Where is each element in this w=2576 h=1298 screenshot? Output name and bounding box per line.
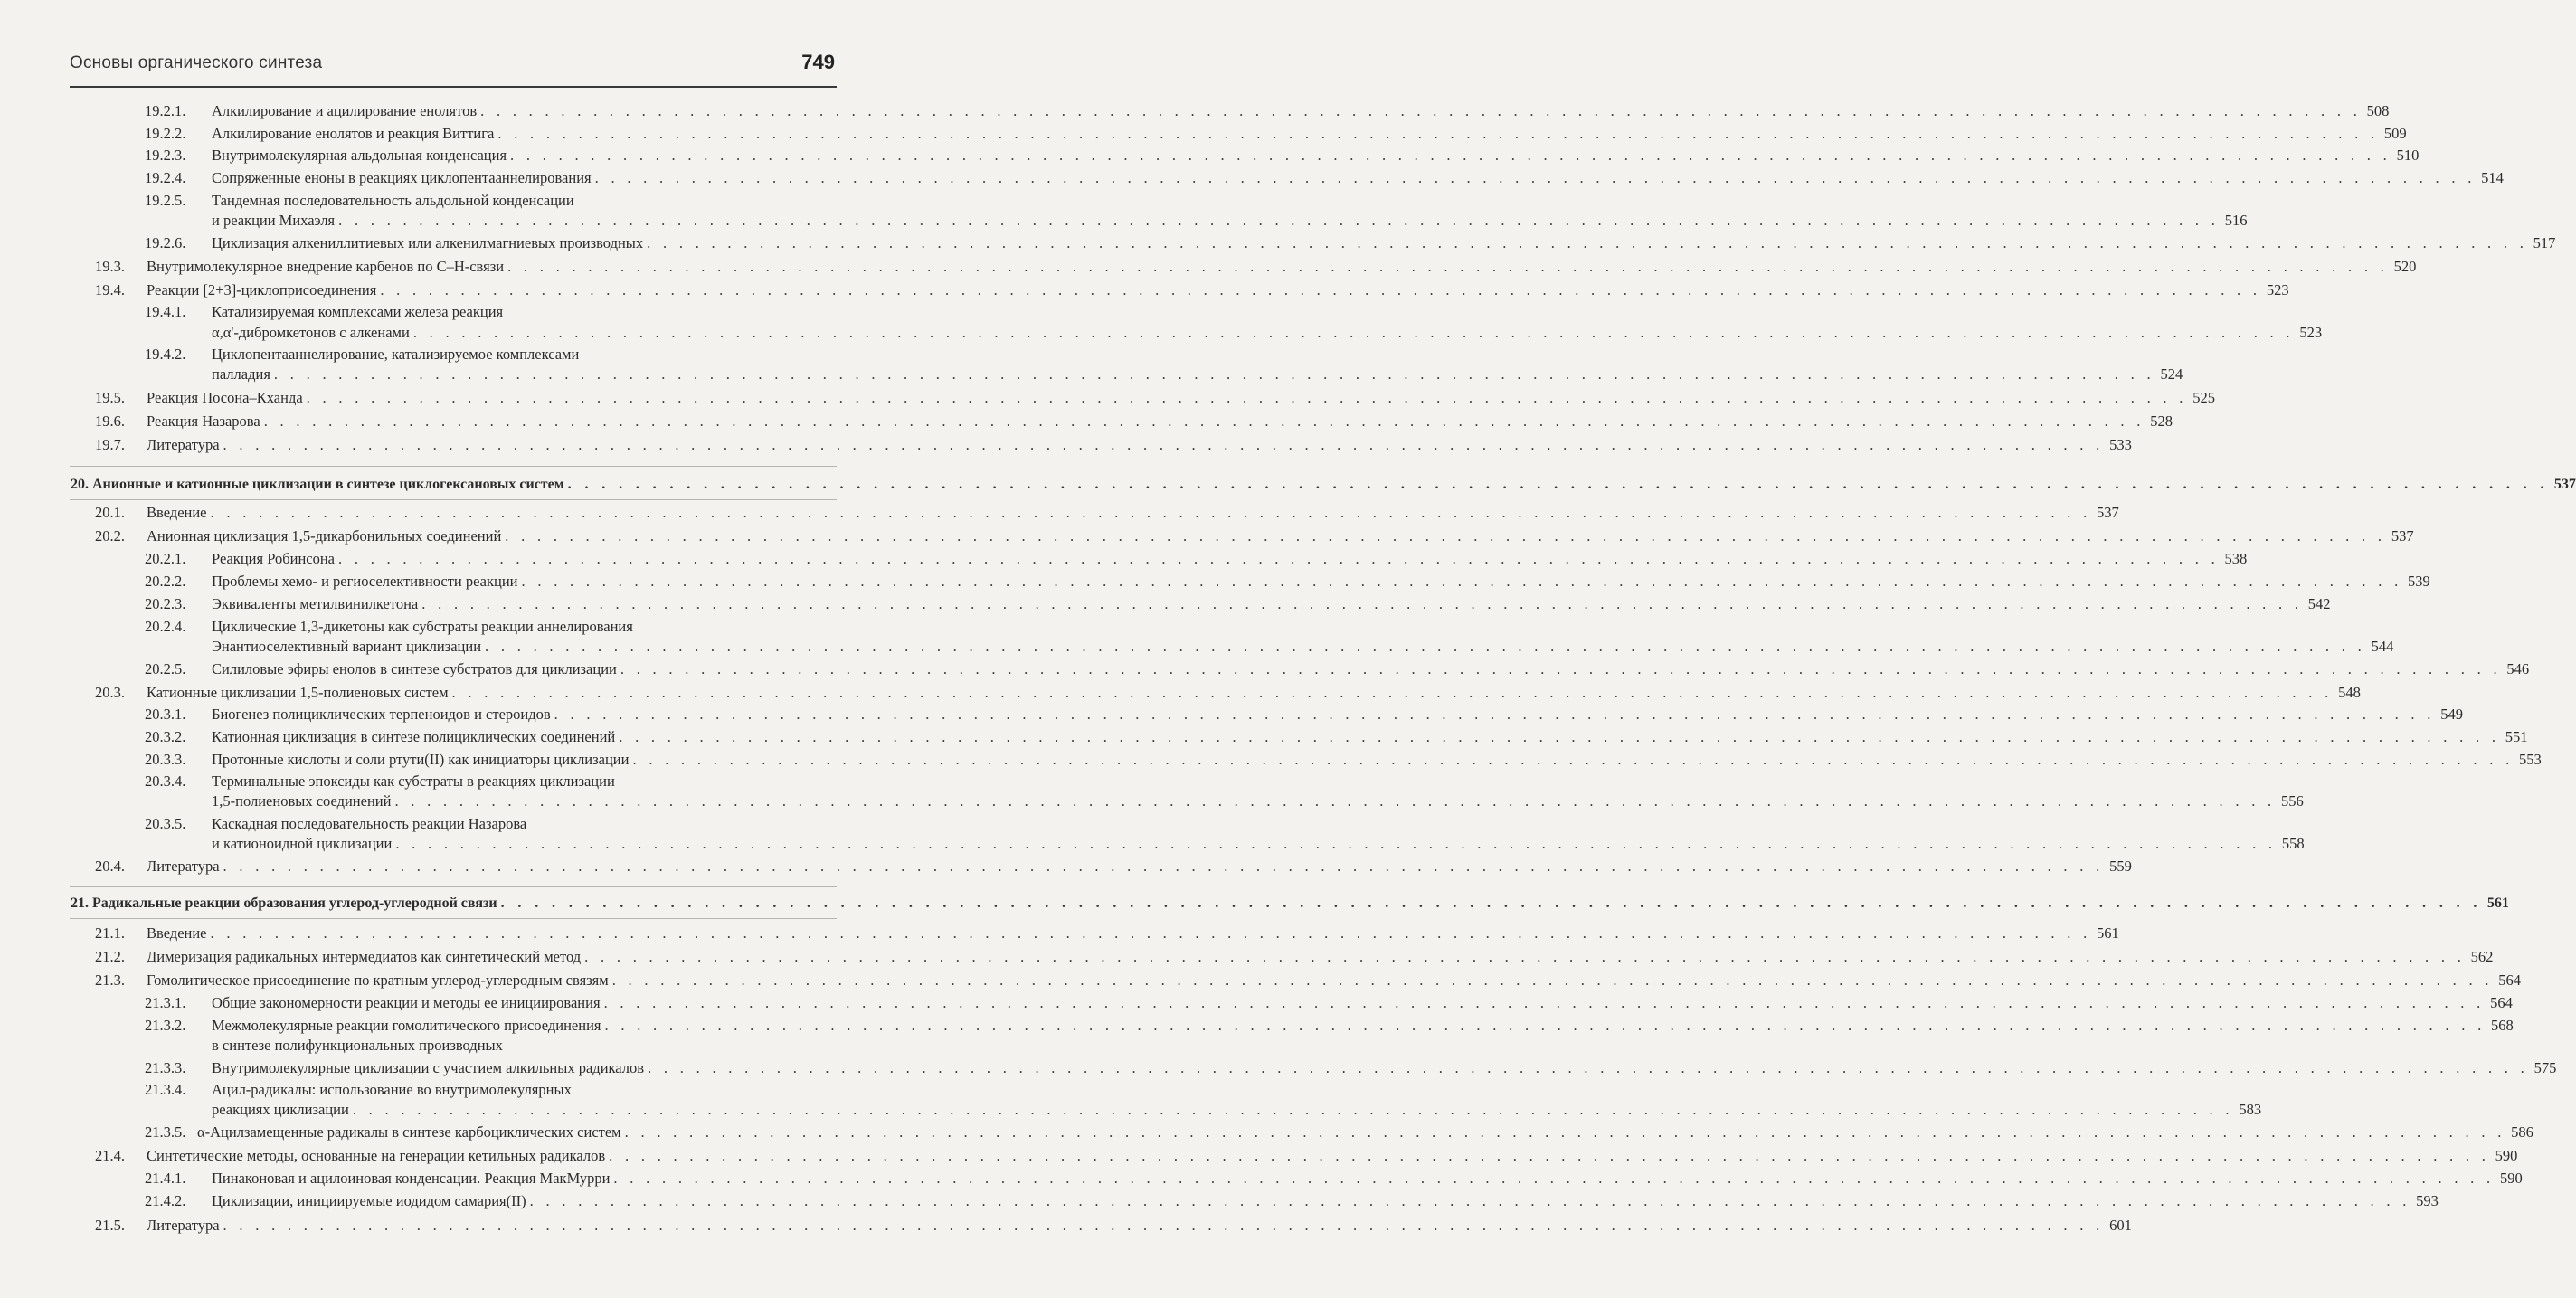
toc-entry-20-3[interactable]: 20.3. Катионные циклизации 1,5-полиеновых систем . . . 548 [0,683,904,703]
running-header [70,50,837,88]
toc-entry-19-4-1[interactable]: 19.4.1. Катализируемая комплексами железа реакция [145,303,504,320]
separator-line [70,466,837,467]
chapter-20-heading[interactable]: 20. Анионные и катионные циклизации в синтезе циклогексановых систем . . . 537 [0,475,904,495]
toc-entry-20-2-2[interactable]: 20.2.2. Проблемы хемо- и региоселективности реакции . . . 539 [0,572,904,592]
toc-entry-19-2-5[interactable]: 19.2.5. Тандемная последовательность альдольной конденсации [145,192,574,209]
toc-entry-19-2-4[interactable]: 19.2.4. Сопряженные еноны в реакциях циклопентааннелирования . . . 514 [0,168,904,188]
toc-entry-20-2[interactable]: 20.2. Анионная циклизация 1,5-дикарбонильных соединений . . . 537 [0,526,904,546]
toc-entry-21-3-2-cont: в синтезе полифункциональных производных [212,1037,503,1054]
toc-entry-19-4-2[interactable]: 19.4.2. Циклопентааннелирование, катализируемое комплексами [145,346,580,363]
separator-line [70,918,837,919]
toc-entry-21-1[interactable]: 21.1. Введение . . . 561 [0,924,904,943]
toc-entry-21-3-3[interactable]: 21.3.3. Внутримолекулярные циклизации с участием алкильных радикалов . . . 575 [0,1058,904,1078]
toc-entry-21-2[interactable]: 21.2. Димеризация радикальных интермедиатов как синтетический метод . . . 562 [0,947,904,967]
toc-entry-20-2-1[interactable]: 20.2.1. Реакция Робинсона . . . 538 [0,549,904,569]
toc-entry-20-1[interactable]: 20.1. Введение . . . 537 [0,503,904,523]
toc-entry-20-2-4-cont: Энантиоселективный вариант циклизации . . . 544 [0,637,904,657]
toc-entry-20-3-5[interactable]: 20.3.5. Каскадная последовательность реакции Назарова [145,815,527,832]
toc-entry-21-5[interactable]: 21.5. Литература . . . 601 [0,1216,904,1236]
toc-entry-19-2-6[interactable]: 19.2.6. Циклизация алкениллитиевых или алкенилмагниевых производных . . . 517 [0,233,904,253]
toc-entry-19-2-1[interactable]: 19.2.1. Алкилирование и ацилирование енолятов . . . 508 [0,101,904,121]
toc-entry-21-3-5[interactable]: 21.3.5. α-Ацилзамещенные радикалы в синтезе карбоциклических систем . . . 586 [0,1123,904,1142]
separator-line [70,499,837,500]
toc-entry-19-2-3[interactable]: 19.2.3. Внутримолекулярная альдольная конденсация . . . 510 [0,146,904,166]
toc-entry-20-3-3[interactable]: 20.3.3. Протонные кислоты и соли ртути(II) как инициаторы циклизации . . . 553 [0,750,904,770]
toc-entry-19-7[interactable]: 19.7. Литература . . . 533 [0,435,904,455]
toc-entry-20-3-4[interactable]: 20.3.4. Терминальные эпоксиды как субстраты в реакциях циклизации [145,772,615,790]
toc-entry-21-4[interactable]: 21.4. Синтетические методы, основанные на генерации кетильных радикалов . . . 590 [0,1146,904,1166]
toc-entry-19-4-1-cont: α,α'-дибромкетонов с алкенами . . . 523 [0,323,904,343]
toc-entry-20-2-5[interactable]: 20.2.5. Силиловые эфиры енолов в синтезе субстратов для циклизации . . . 546 [0,659,904,679]
toc-entry-19-6[interactable]: 19.6. Реакция Назарова . . . 528 [0,412,904,431]
toc-entry-21-3[interactable]: 21.3. Гомолитическое присоединение по кратным углерод-углеродным связям . . . 564 [0,971,904,990]
toc-entry-20-3-4-cont: 1,5-полиеновых соединений . . . 556 [0,791,904,811]
toc-entry-19-4[interactable]: 19.4. Реакции [2+3]-циклоприсоединения . . . 523 [0,280,904,300]
toc-entry-19-2-5-cont: и реакции Михаэля . . . 516 [0,211,904,231]
toc-entry-20-4[interactable]: 20.4. Литература . . . 559 [0,857,904,876]
toc-entry-19-5[interactable]: 19.5. Реакция Посона–Кханда . . . 525 [0,388,904,408]
toc-entry-21-3-1[interactable]: 21.3.1. Общие закономерности реакции и методы ее инициирования . . . 564 [0,993,904,1013]
toc-entry-21-3-4[interactable]: 21.3.4. Ацил-радикалы: использование во внутримолекулярных [145,1081,572,1098]
page-number: 749 [801,51,835,73]
toc-entry-19-2-2[interactable]: 19.2.2. Алкилирование енолятов и реакция Виттига . . . 509 [0,124,904,144]
toc-entry-19-4-2-cont: палладия . . . 524 [0,365,904,384]
toc-entry-21-3-2[interactable]: 21.3.2. Межмолекулярные реакции гомолитического присоединения . . . 568 [0,1016,904,1036]
toc-entry-19-3[interactable]: 19.3. Внутримолекулярное внедрение карбенов по С–Н-связи . . . 520 [0,257,904,277]
toc-entry-20-3-1[interactable]: 20.3.1. Биогенез полициклических терпеноидов и стероидов . . . 549 [0,705,904,725]
toc-entry-20-3-5-cont: и катионоидной циклизации . . . 558 [0,834,904,854]
toc-entry-21-3-4-cont: реакциях циклизации . . . 583 [0,1100,904,1120]
toc-entry-20-2-3[interactable]: 20.2.3. Эквиваленты метилвинилкетона . . . 542 [0,594,904,614]
toc-entry-20-3-2[interactable]: 20.3.2. Катионная циклизация в синтезе полициклических соединений . . . 551 [0,727,904,747]
toc-entry-21-4-1[interactable]: 21.4.1. Пинаконовая и ацилоиновая конденсации. Реакция МакМурри . . . 590 [0,1169,904,1189]
chapter-21-heading[interactable]: 21. Радикальные реакции образования углерод-углеродной связи . . . 561 [0,894,904,914]
separator-line [70,886,837,887]
toc-entry-21-4-2[interactable]: 21.4.2. Циклизации, инициируемые иодидом самария(II) . . . 593 [0,1191,904,1211]
toc-entry-20-2-4[interactable]: 20.2.4. Циклические 1,3-дикетоны как субстраты реакции аннелирования [145,618,633,635]
running-title: Основы органического синтеза [70,53,323,72]
